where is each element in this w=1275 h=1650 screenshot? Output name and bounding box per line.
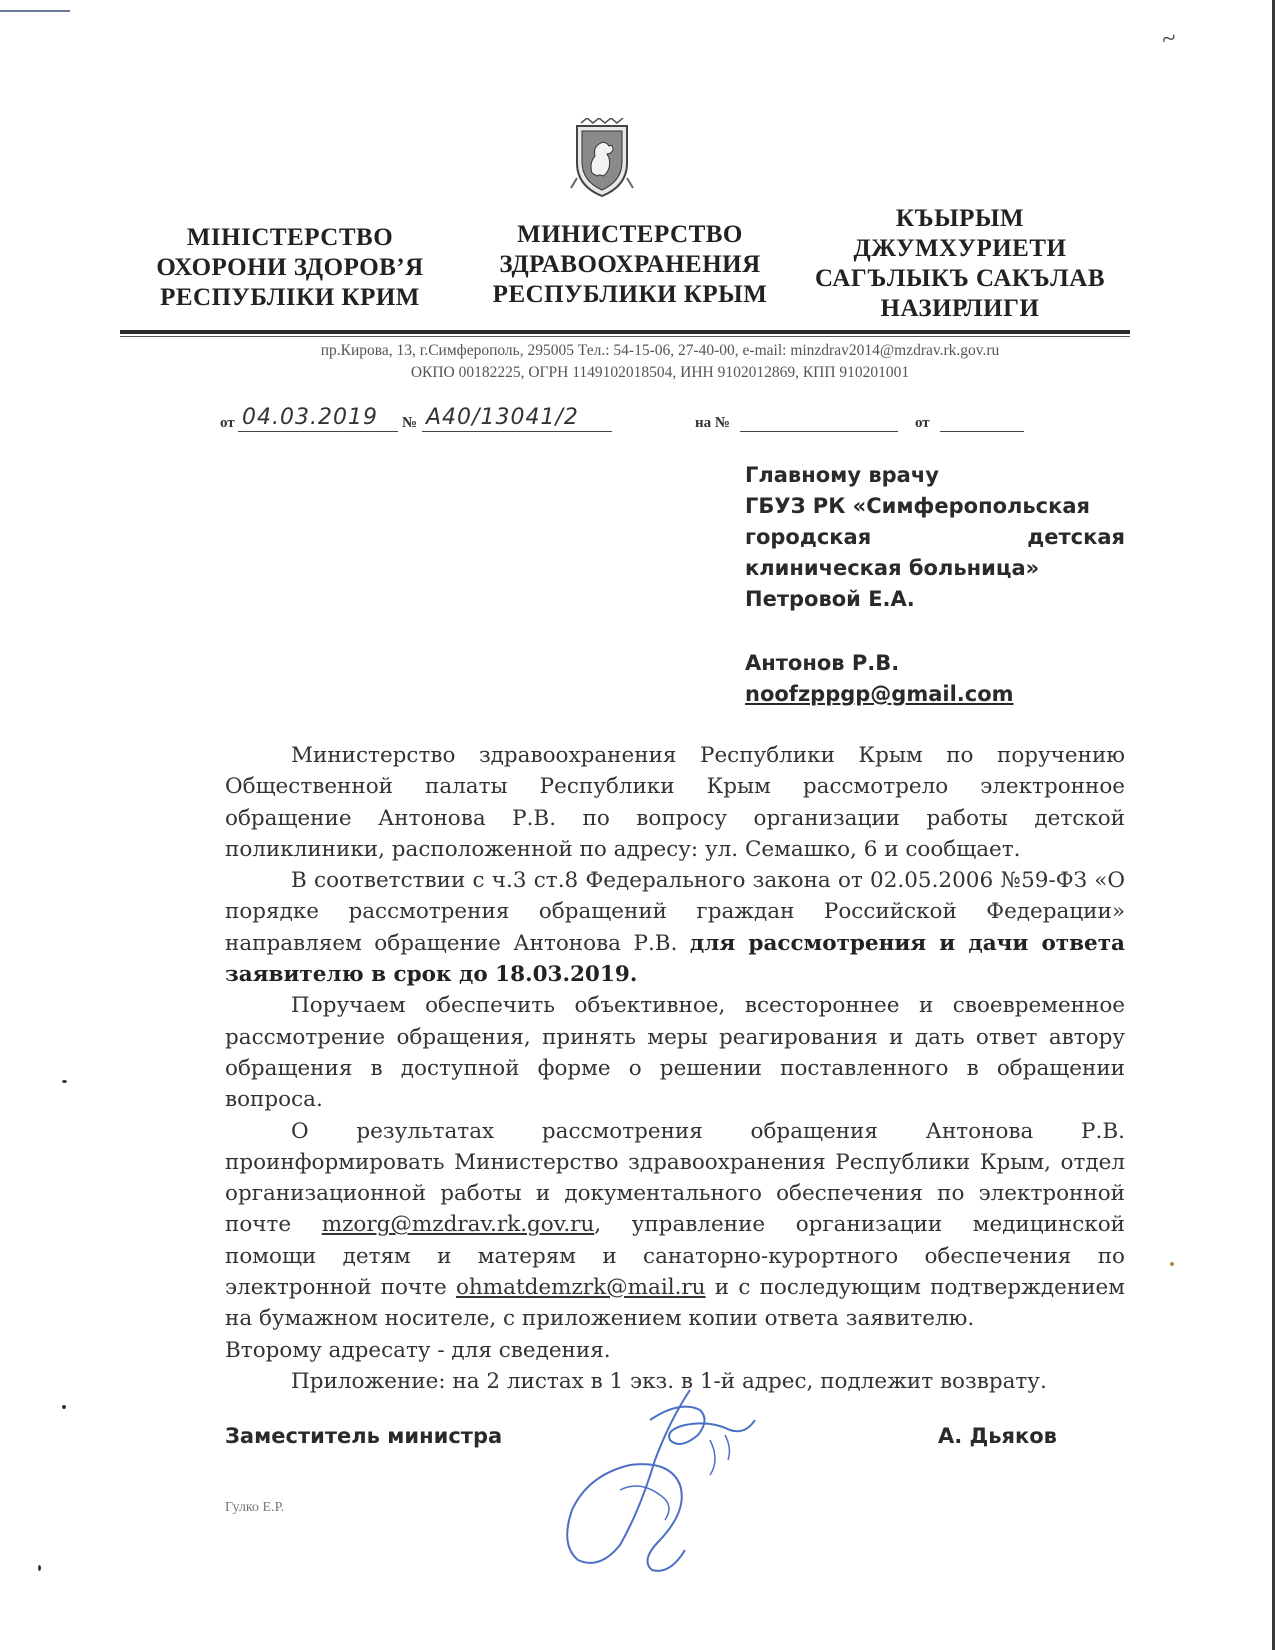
ministry-ua-line: РЕСПУБЛІКИ КРИМ [160, 284, 420, 311]
body-text: , управление организации медицинской помощи детям и матерям и санаторно-курортного обеспечения по электронной почте [225, 1212, 1125, 1301]
body-paragraph [225, 1116, 1125, 1335]
ministry-name-ukrainian [130, 223, 450, 313]
outgoing-reference [220, 405, 1060, 438]
ref-date-underline [238, 431, 398, 432]
deadline-text: для рассмотрения и дачи ответа заявителю в срок до 18.03.2019. [225, 930, 1125, 988]
addressee-block [745, 460, 1125, 615]
ref-number: А40/13041/2 [426, 405, 579, 430]
ministry-name-crimean-tatar [795, 204, 1125, 324]
ref-on-number-blank [740, 431, 898, 432]
applicant-block [745, 648, 1014, 710]
ministry-ru-line: РЕСПУБЛИКИ КРЫМ [492, 281, 768, 308]
ministry-ua-line: ОХОРОНИ ЗДОРОВ’Я [156, 254, 424, 281]
applicant-email[interactable]: noofzppgp@gmail.com [745, 682, 1014, 706]
ministry-crh-line: НАЗИРЛИГИ [880, 295, 1040, 322]
addressee-position: Главному врачу [745, 463, 939, 487]
ministry-name-russian [465, 220, 795, 310]
body-paragraph: Второму адресату - для сведения. [225, 1337, 611, 1363]
ministry-crh-line: САГЪЛЫКЪ САКЪЛАВ [814, 265, 1106, 292]
body-paragraph [225, 865, 1125, 990]
ref-from-label: от [220, 415, 235, 431]
ref-date: 04.03.2019 [242, 405, 378, 430]
addressee-name: Петровой Е.А. [745, 587, 915, 611]
scan-speck [62, 1080, 67, 1083]
body-text: О результатах рассмотрения обращения Антонова Р.В. проинформировать Министерство здравоохранения Республики Крым, отдел организационной работы и документального обеспечения по электронной почте [225, 1118, 1125, 1238]
scan-speck [62, 1405, 66, 1409]
ministry-ru-line: МИНИСТЕРСТВО [517, 221, 743, 248]
handwritten-signature [560, 1380, 770, 1580]
body-paragraph: Министерство здравоохранения Республики Крым по поручению Общественной палаты Республики Крым рассмотрело электронное обращение Антонова Р.В. по вопросу организации работы детской поликлиники, расположенной по адресу: ул. Семашко, 6 и сообщает. [225, 743, 1125, 862]
pen-mark: ~ [1158, 22, 1180, 55]
scan-speck [1170, 1262, 1174, 1266]
signatory-title: Заместитель министра [225, 1424, 503, 1448]
ref-number-underline [422, 431, 612, 432]
executor-name: Гулко Е.Р. [225, 1500, 285, 1515]
attachment-note: Приложение: на 2 листах в 1 экз. в 1-й адрес, подлежит возврату. [291, 1368, 1047, 1394]
addressee-word: детская [1027, 525, 1125, 549]
ministry-crh-line: ДЖУМХУРИЕТИ [853, 235, 1067, 262]
contacts-address: пр.Кирова, 13, г.Симферополь, 295005 Тел.: 54-15-06, 27-40-00, e-mail: minzdrav2014@mzdrav.rk.gov.ru [320, 342, 1000, 359]
scan-speck [38, 1565, 41, 1571]
ministry-contacts [200, 340, 1120, 384]
addressee-organization-cont [745, 522, 1125, 553]
coat-of-arms-icon [567, 118, 637, 198]
email-link[interactable]: mzorg@mzdrav.rk.gov.ru [321, 1212, 595, 1238]
body-text: В соответствии с ч.3 ст.8 Федерального закона от 02.05.2006 №59-ФЗ «О порядке рассмотрения обращений граждан Российской Федерации» направляем обращение Антонова Р.В. [225, 868, 1125, 956]
ref-number-label: № [402, 415, 418, 431]
ref-on-number-label: на № [695, 415, 730, 431]
ministry-ru-line: ЗДРАВООХРАНЕНИЯ [499, 251, 761, 278]
addressee-organization-end: клиническая больница» [745, 556, 1040, 580]
ref-on-from-blank [940, 431, 1024, 432]
contacts-registration: ОКПО 00182225, ОГРН 1149102018504, ИНН 9102012869, КПП 910201001 [410, 364, 910, 381]
letter-body [225, 740, 1125, 1397]
body-paragraph: Поручаем обеспечить объективное, всестороннее и своевременное рассмотрение обращения, принять меры реагирования и дать ответ автору обращения в доступной форме о решении поставленного в обращении вопроса. [225, 993, 1125, 1113]
header-divider [120, 330, 1130, 334]
ref-on-from-label: от [915, 415, 930, 431]
ministry-crh-line: КЪЫРЫМ [895, 205, 1025, 232]
body-text: и с последующим подтверждением на бумажном носителе, с приложением копии ответа заявителю. [225, 1275, 1126, 1332]
scan-mark [0, 10, 70, 12]
header-divider-thin [120, 336, 1130, 337]
applicant-name: Антонов Р.В. [745, 651, 900, 675]
addressee-word: городская [745, 525, 872, 549]
ministry-ua-line: МІНІСТЕРСТВО [186, 224, 394, 251]
addressee-organization: ГБУЗ РК «Симферопольская [745, 494, 1091, 518]
email-link[interactable]: ohmatdemzrk@mail.ru [455, 1275, 706, 1301]
signatory-name: А. Дьяков [938, 1424, 1057, 1448]
